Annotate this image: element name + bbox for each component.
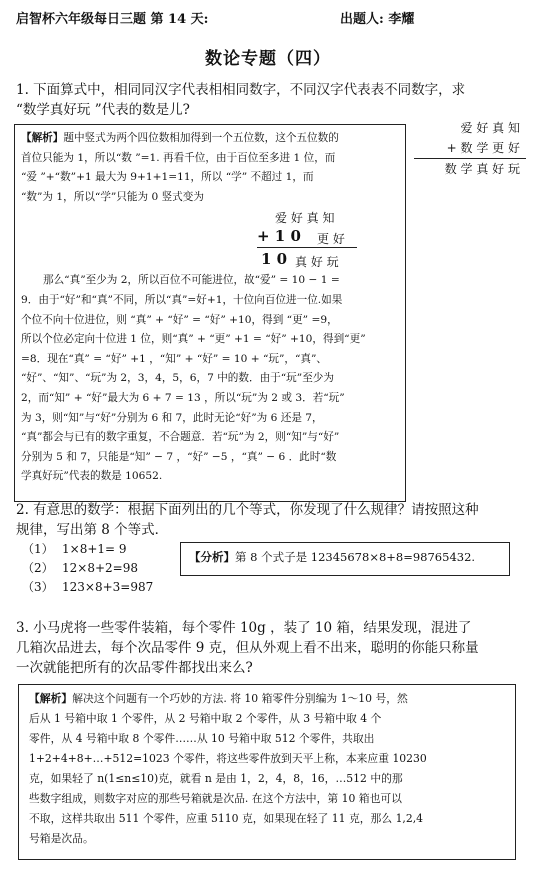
sol-line: 解决这个问题有一个巧妙的方法. 将 10 箱零件分别编为 1～10 号，然 <box>72 692 408 705</box>
sol-line: 题中竖式为两个四位数相加得到一个五位数，这个五位数的 <box>63 132 339 144</box>
sol-line: 分别为 5 和 7，只能是“知” − 7 ，“好” −5 ，“真” − 6 ．此时“数 <box>21 450 337 463</box>
q1-solution-p1 <box>21 129 399 207</box>
solution-tag: 【解析】 <box>29 692 73 705</box>
sol-line: “好”、“知”、“玩”为 2，3，4，5，6，7 中的数．由于“玩”至少为 <box>21 372 334 385</box>
sol-line: 不取，这样共取出 511 个零件，应重 5110 克，如果现在轻了 11 克，那么 1,2,4 <box>29 812 424 825</box>
sol-line: 2，而“知” + “好”最大为 6 + 7 = 13 ，所以“玩”为 2 或 3．若“玩” <box>21 391 345 404</box>
analysis-tag: 【分析】 <box>189 550 235 564</box>
q3-solution-box <box>18 684 516 860</box>
sol-line: 1+2+4+8+…+512=1023 个零件，将这些零件放到天平上称，本来应重 10230 <box>29 752 427 765</box>
inner-row3-digits: 1 0 <box>261 250 288 269</box>
q2-item: （1） 1×8+1= 9 <box>22 542 127 556</box>
sol-line: 所以个位必定向十位进 1 位，则“真” + “更” +1 = “好” +10，得到“更” <box>21 333 366 346</box>
q2-line1: 2. 有意思的数学：根据下面列出的几个等式，你发现了什么规律？请按照这种 <box>16 502 479 518</box>
q2-analysis-box <box>180 542 510 576</box>
sol-line: 个位不向十位进位，则 “真” + “好” = “好” +10，得到 “更” =9， <box>21 313 338 326</box>
q3-line2: 几箱次品进去，每个次品零件 9 克，但从外观上看不出来，聪明的你能只称量 <box>16 640 479 656</box>
sol-line: “数”为 1，所以“学”只能为 0 竖式变为 <box>21 190 204 203</box>
inner-rule <box>257 247 357 248</box>
q3-line1: 3. 小马虎将一些零件装箱，每个零件 10g ，装了 10 箱，结果发现，混进了 <box>16 620 472 636</box>
q1-solution-p2 <box>21 271 399 487</box>
solution-tag: 【解析】 <box>21 132 64 144</box>
sol-line: 9．由于“好”和“真”不同，所以“真”=好+1，十位向百位进一位.如果 <box>21 293 343 306</box>
puzzle-row3: 数 学 真 好 玩 <box>444 162 520 176</box>
q1-puzzle <box>414 118 526 179</box>
q3-solution <box>29 689 505 849</box>
q2-item: （2） 12×8+2=98 <box>22 561 138 575</box>
puzzle-row1: 爱 好 真 知 <box>460 121 520 135</box>
header-author: 出题人: 李耀 <box>340 12 415 27</box>
sol-line: “真”都会与已有的数字重复，不合题意．若“玩”为 2，则“知”与“好” <box>21 431 340 444</box>
sol-line: 首位只能为 1，所以“数 ”=1. 再看千位，由于百位至多进 1 位，而 <box>21 151 336 164</box>
inner-calc <box>257 207 367 269</box>
sol-line: 克，如果轻了 n(1≤n≤10)克，就看 n 是由 1，2，4，8，16，…512 中的那 <box>29 772 403 785</box>
header-left: 启智杯六年级每日三题 第 14 天: <box>16 12 209 27</box>
inner-row1: 爱 好 真 知 <box>275 211 335 226</box>
q2-items <box>22 540 153 597</box>
sol-line: 学真好玩”代表的数是 10652. <box>21 470 163 483</box>
q2-item: （3） 123×8+3=987 <box>22 580 154 594</box>
sol-line: “爱 ”+“数”+1 最大为 9+1+1=11，所以 “学” 不超过 1，而 <box>21 171 314 184</box>
sol-line: 号箱是次品。 <box>29 832 94 845</box>
sol-line: 为 3，则“知”与“好”分别为 6 和 7，此时无论“好”为 6 还是 7， <box>21 411 323 424</box>
q2-analysis-text: 第 8 个式子是 12345678×8+8=98765432. <box>235 550 476 564</box>
inner-row3-chars: 真 好 玩 <box>295 255 339 270</box>
q2-line2: 规律，写出第 8 个等式． <box>16 522 169 538</box>
q1-line1: 1. 下面算式中，相同同汉字代表相相同数字，不同汉字代表表不同数字，求 <box>16 82 466 98</box>
sol-line: 后从 1 号箱中取 1 个零件，从 2 号箱中取 2 个零件，从 3 号箱中取 4 个 <box>29 712 382 725</box>
sol-line: 些数字组成，则数字对应的那些号箱就是次品. 在这个方法中，第 10 箱也可以 <box>29 792 402 805</box>
sol-line: =8．现在“真” = “好” +1 ，“知” + “好” = 10 + “玩”，“真”、 <box>21 352 328 365</box>
puzzle-row2: + 数 学 更 好 <box>446 141 520 155</box>
q1-line2: “数学真好玩 ”代表的数是儿? <box>16 102 190 118</box>
sol-line: 那么“真”至少为 2，所以百位不可能进位，故“爱” = 10 − 1 = <box>43 274 340 287</box>
inner-row2-digits: + 1 0 <box>257 227 301 246</box>
page-title: 数论专题（四） <box>205 49 331 69</box>
q3-line3: 一次就能把所有的次品零件都找出来么? <box>16 660 253 676</box>
q1-solution-box <box>14 124 406 502</box>
sol-line: 零件，从 4 号箱中取 8 个零件……从 10 号箱中取 512 个零件，共取出 <box>29 732 375 745</box>
inner-row2-chars: 更 好 <box>317 232 345 247</box>
